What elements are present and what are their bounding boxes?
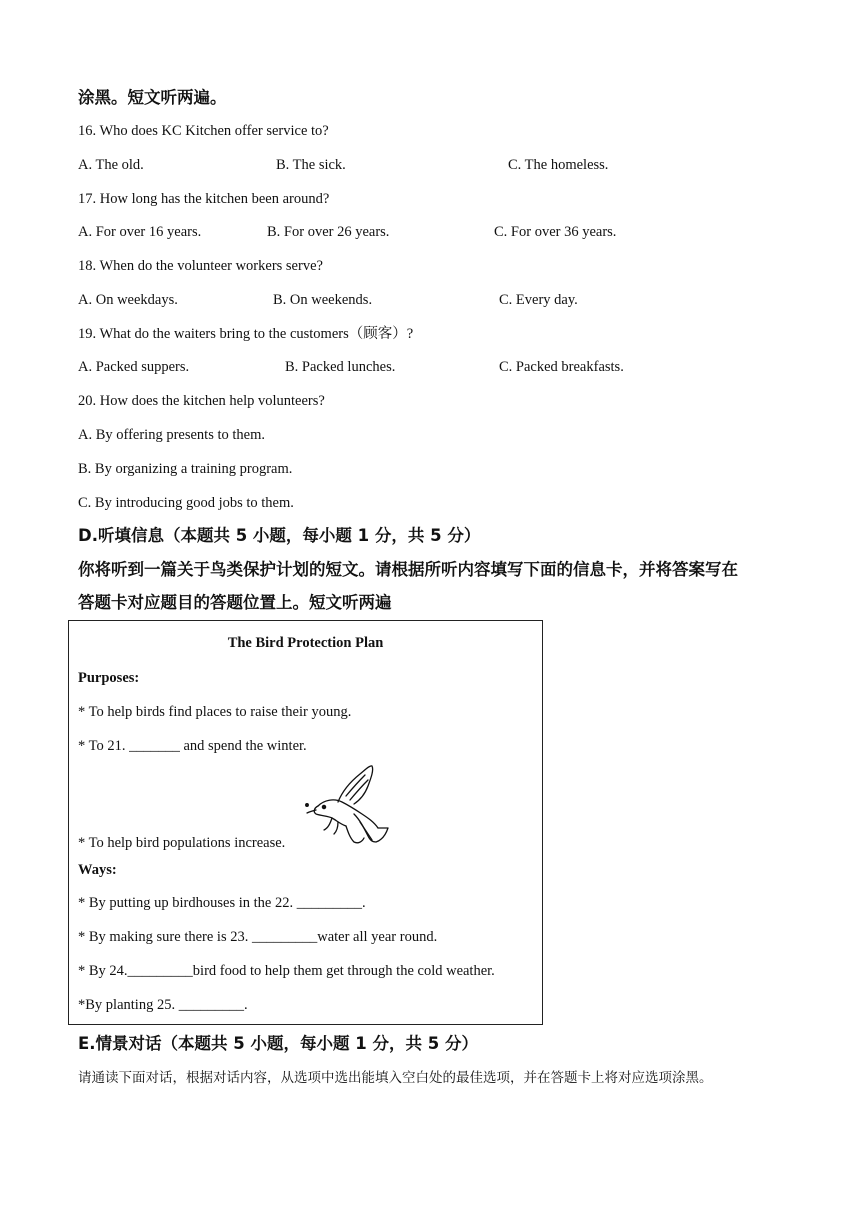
question-20: 20. How does the kitchen help volunteers? — [78, 393, 325, 409]
purpose-2: * To 21. _______ and spend the winter. — [78, 738, 307, 754]
q18-option-c: C. Every day. — [499, 292, 578, 308]
intro-tail-text: 涂黑。短文听两遍。 — [78, 88, 227, 107]
q19-option-c: C. Packed breakfasts. — [499, 359, 624, 375]
way-4: *By planting 25. _________. — [78, 997, 248, 1013]
question-18: 18. When do the volunteer workers serve? — [78, 258, 323, 274]
section-e-instruction: 请通读下面对话，根据对话内容，从选项中选出能填入空白处的最佳选项，并在答题卡上将对应选项涂黑。 — [78, 1070, 713, 1086]
question-16: 16. Who does KC Kitchen offer service to? — [78, 123, 329, 139]
q17-option-a: A. For over 16 years. — [78, 224, 202, 240]
way-2: * By making sure there is 23. _________water all year round. — [78, 929, 438, 945]
q19-option-a: A. Packed suppers. — [78, 359, 190, 375]
q16-option-b: B. The sick. — [276, 157, 346, 173]
bird-illustration — [298, 762, 394, 846]
section-e-heading: E.情景对话（本题共 5 小题，每小题 1 分，共 5 分） — [78, 1034, 478, 1053]
question-19: 19. What do the waiters bring to the customers（顾客）? — [78, 326, 414, 342]
section-d-instruction-1: 你将听到一篇关于鸟类保护计划的短文。请根据所听内容填写下面的信息卡，并将答案写在 — [78, 560, 738, 579]
purpose-3: * To help bird populations increase. — [78, 835, 286, 851]
q19-option-b: B. Packed lunches. — [285, 359, 396, 375]
section-d-heading: D.听填信息（本题共 5 小题，每小题 1 分，共 5 分） — [78, 526, 481, 545]
purpose-1: * To help birds find places to raise their young. — [78, 704, 352, 720]
q18-option-a: A. On weekdays. — [78, 292, 178, 308]
q17-option-b: B. For over 26 years. — [267, 224, 390, 240]
ways-label: Ways: — [78, 862, 117, 878]
q17-option-c: C. For over 36 years. — [494, 224, 617, 240]
card-title: The Bird Protection Plan — [227, 635, 384, 651]
way-3: * By 24._________bird food to help them get through the cold weather. — [78, 963, 495, 979]
q16-option-c: C. The homeless. — [508, 157, 609, 173]
question-17: 17. How long has the kitchen been around? — [78, 191, 330, 207]
way-1: * By putting up birdhouses in the 22. _________. — [78, 895, 366, 911]
q18-option-b: B. On weekends. — [273, 292, 373, 308]
section-d-instruction-2: 答题卡对应题目的答题位置上。短文听两遍 — [78, 593, 392, 612]
q20-option-a: A. By offering presents to them. — [78, 427, 265, 443]
purposes-label: Purposes: — [78, 670, 140, 686]
q20-option-b: B. By organizing a training program. — [78, 461, 293, 477]
q16-option-a: A. The old. — [78, 157, 144, 173]
q20-option-c: C. By introducing good jobs to them. — [78, 495, 294, 511]
